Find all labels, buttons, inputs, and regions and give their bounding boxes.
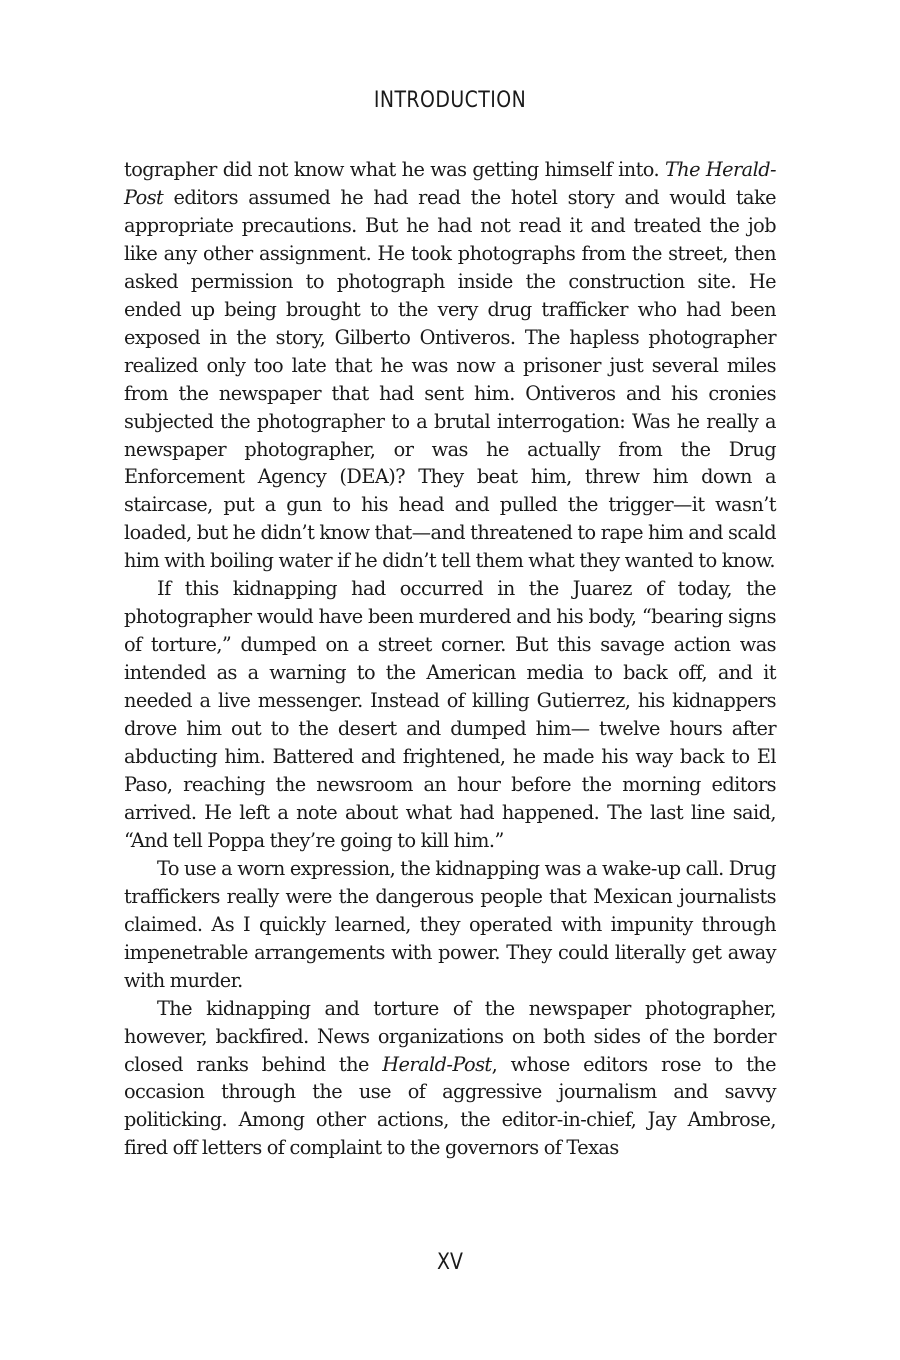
paragraph-1-text-a: tographer did not know what he was getting himself into. bbox=[124, 158, 665, 181]
paragraph-1-text-c: editors assumed he had read the hotel story and would take appropriate precautions. But he had not read it and treated the job like any other assignment. He took photographs from the street, then asked permission to photograph inside the construction site. He ended up being brought to the very drug trafficker who had been exposed in the story, Gilberto Ontiveros. The hapless photographer realized only too late that he was now a prisoner just several miles from the newspaper that had sent him. Ontiveros and his cronies subjected the photographer to a brutal interrogation: Was he really a newspaper photographer, or was he actually from the Drug Enforcement Agency (DEA)? They beat him, threw him down a staircase, put a gun to his head and pulled the trigger—it wasn’t loaded, but he didn’t know that—and threatened to rape him and scald him with boiling water if he didn’t tell them what they wanted to know. bbox=[124, 185, 776, 573]
paragraph-1 bbox=[124, 156, 776, 575]
paragraph-2: If this kidnapping had occurred in the Juarez of today, the photographer would have been murdered and his body, “bearing signs of torture,” dumped on a street corner. But this savage action was intended as a warning to the American media to back off, and it needed a live messenger. Instead of killing Gutierrez, his kidnappers drove him out to the desert and dumped him— twelve hours after abducting him. Battered and frightened, he made his way back to El Paso, reaching the newsroom an hour before the morning editors arrived. He left a note about what had happened. The last line said, “And tell Poppa they’re going to kill him.” bbox=[124, 577, 776, 852]
page-number: XV bbox=[437, 1250, 463, 1275]
body-text bbox=[124, 156, 776, 1162]
paragraph-3: To use a worn expression, the kidnapping was a wake-up call. Drug traffickers really were the dangerous people that Mexican journalists claimed. As I quickly learned, they operated with impunity through impenetrable arrangements with power. They could literally get away with murder. bbox=[124, 856, 776, 992]
publication-title: The Herald-Post bbox=[124, 158, 776, 209]
paragraph-4-text-c: , whose editors rose to the occasion through the use of aggressive journalism and savvy politicking. Among other actions, the editor-in-chief, Jay Ambrose, fired off letters of complaint to the governors of Texas bbox=[124, 1052, 777, 1160]
paragraph-4-text-a: The kidnapping and torture of the newspaper photographer, however, backfired. News organizations on both sides of the border closed ranks behind the bbox=[124, 996, 776, 1076]
publication-title: Herald-Post bbox=[382, 1052, 492, 1076]
paragraph-4 bbox=[124, 995, 776, 1163]
running-head: INTRODUCTION bbox=[373, 88, 527, 113]
